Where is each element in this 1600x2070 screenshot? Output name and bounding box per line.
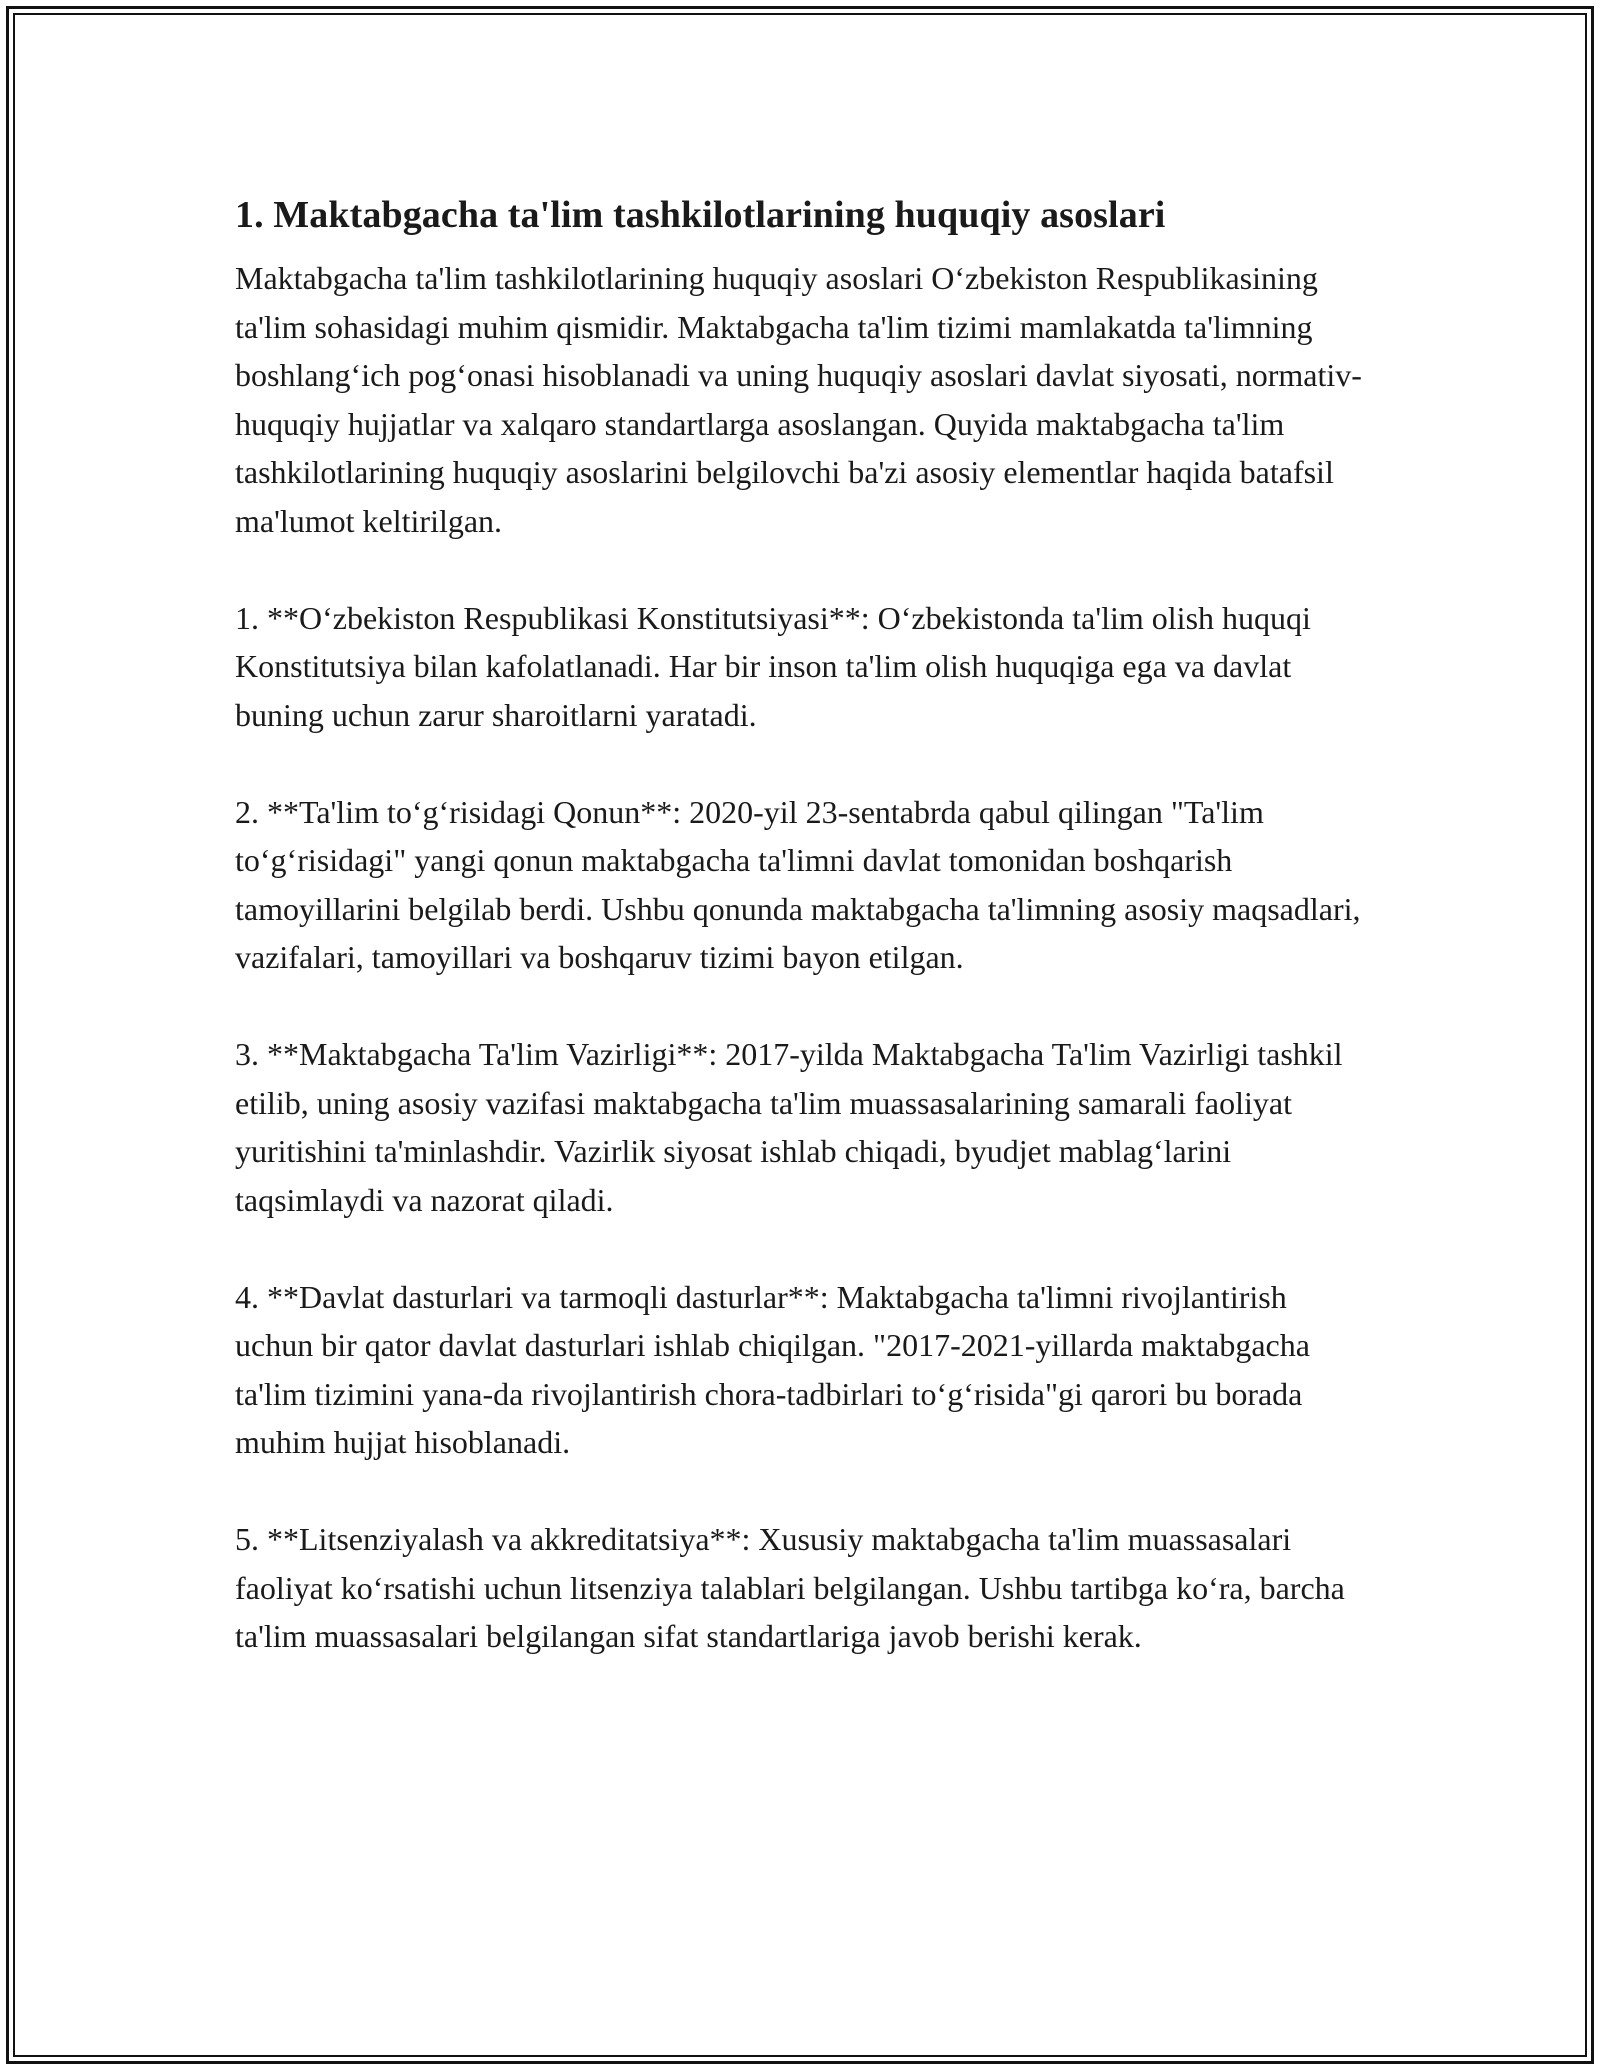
intro-paragraph: Maktabgacha ta'lim tashkilotlarining huquqiy asoslari O‘zbekiston Respublikasining ta'lim sohasidagi muhim qismidir. Maktabgacha ta'lim tizimi mamlakatda ta'limning boshlang‘ich pog‘onasi hisoblanadi va uning huquqiy asoslari davlat siyosati, normativ-huquqiy hujjatlar va xalqaro standartlarga asoslangan. Quyida maktabgacha ta'lim tashkilotlarining huquqiy asoslarini belgilovchi ba'zi asosiy elementlar haqida batafsil ma'lumot keltirilgan. xyxy=(235,260,1362,539)
list-item-ministry: 3. **Maktabgacha Ta'lim Vazirligi**: 2017-yilda Maktabgacha Ta'lim Vazirligi tashkil etilib, uning asosiy vazifasi maktabgacha ta'lim muassasalarining samarali faoliyat yuritishini ta'minlashdir. Vazirlik siyosat ishlab chiqadi, byudjet mablag‘larini taqsimlaydi va nazorat qiladi. xyxy=(235,1036,1351,1218)
list-item-constitution: 1. **O‘zbekiston Respublikasi Konstitutsiyasi**: O‘zbekistonda ta'lim olish huquqi Konstitutsiya bilan kafolatlanadi. Har bir inson ta'lim olish huquqiga ega va davlat buning uchun zarur sharoitlarni yaratadi. xyxy=(235,599,1319,733)
section-heading: 1. Maktabgacha ta'lim tashkilotlarining huquqiy asoslari xyxy=(235,194,1166,236)
list-item-licensing: 5. **Litsenziyalash va akkreditatsiya**: Xususiy maktabgacha ta'lim muassasalari faoliyat ko‘rsatishi uchun litsenziya talablari belgilangan. Ushbu tartibga ko‘ra, barcha ta'lim muassasalari belgilangan sifat standartlariga javob berishi kerak. xyxy=(235,1521,1353,1654)
list-item-state-programs: 4. **Davlat dasturlari va tarmoqli dasturlar**: Maktabgacha ta'limni rivojlantirish uchun bir qator davlat dasturlari ishlab chiqilgan. "2017-2021-yillarda maktabgacha ta'lim tizimini yana-da rivojlantirish chora-tadbirlari to‘g‘risida"gi qarori bu borada muhim hujjat hisoblanadi. xyxy=(235,1278,1318,1460)
list-item-education-law: 2. **Ta'lim to‘g‘risidagi Qonun**: 2020-yil 23-sentabrda qabul qilingan "Ta'lim to‘g‘risidagi" yangi qonun maktabgacha ta'limni davlat tomonidan boshqarish tamoyillarini belgilab berdi. Ushbu qonunda maktabgacha ta'limning asosiy maqsadlari, vazifalari, tamoyillari va boshqaruv tizimi bayon etilgan. xyxy=(235,793,1369,975)
document-page xyxy=(235,186,1370,1661)
